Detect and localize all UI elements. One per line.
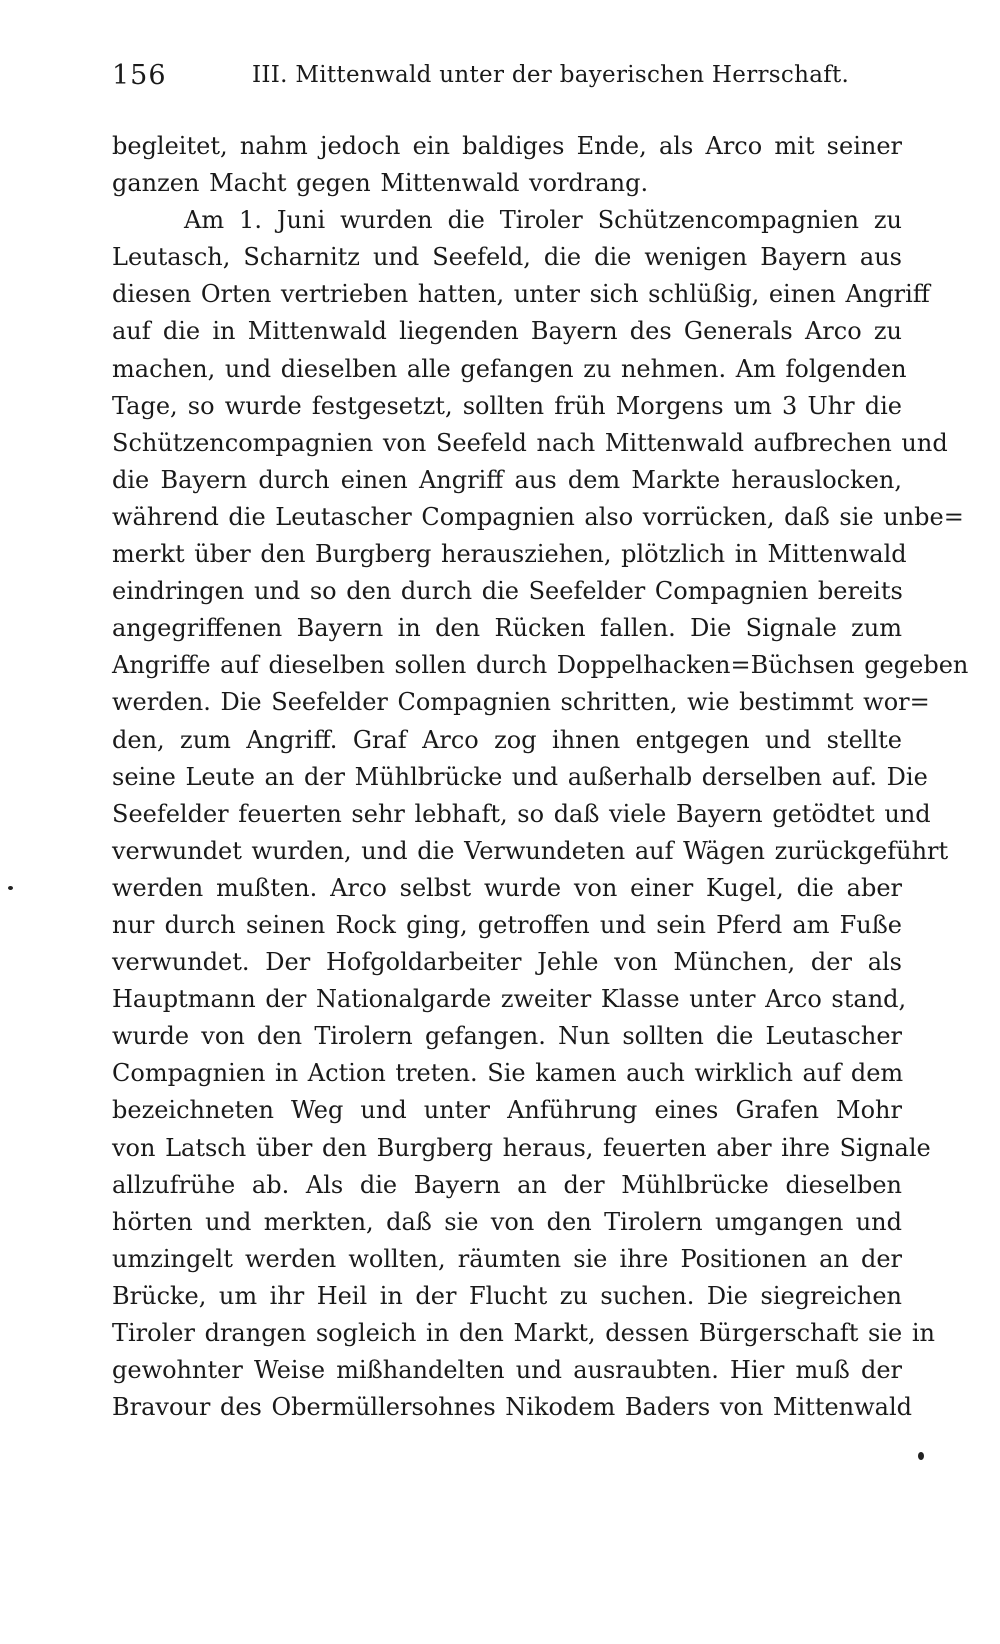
text-line: werden. Die Seefelder Compagnien schritten, wie bestimmt wor= — [112, 688, 930, 717]
text-line: wurde von den Tirolern gefangen. Nun sollten die Leutascher — [112, 1022, 902, 1051]
text-line: auf die in Mittenwald liegenden Bayern des Generals Arco zu — [112, 317, 902, 346]
text-line: bezeichneten Weg und unter Anführung eines Grafen Mohr — [112, 1096, 902, 1125]
text-line: werden mußten. Arco selbst wurde von einer Kugel, die aber — [112, 873, 902, 902]
text-line: während die Leutascher Compagnien also vorrücken, daß sie unbe= — [112, 502, 964, 531]
text-line: umzingelt werden wollten, räumten sie ihre Positionen an der — [112, 1244, 902, 1273]
text-line: angegriffenen Bayern in den Rücken fallen. Die Signale zum — [112, 614, 902, 643]
text-line: Brücke, um ihr Heil in der Flucht zu suchen. Die siegreichen — [112, 1281, 902, 1310]
text-line: nur durch seinen Rock ging, getroffen und sein Pferd am Fuße — [112, 910, 902, 939]
text-line: Hauptmann der Nationalgarde zweiter Klasse unter Arco stand, — [112, 985, 907, 1014]
text-line: Am 1. Juni wurden die Tiroler Schützencompagnien zu — [184, 206, 902, 235]
text-line: von Latsch über den Burgberg heraus, feuerten aber ihre Signale — [112, 1133, 931, 1162]
text-line: verwundet wurden, und die Verwundeten auf Wägen zurückgeführt — [112, 836, 949, 865]
text-line: Bravour des Obermüllersohnes Nikodem Baders von Mittenwald — [112, 1393, 913, 1422]
page-number: 156 — [112, 60, 167, 91]
ink-speck — [8, 886, 13, 890]
text-line: eindringen und so den durch die Seefelder Compagnien bereits — [112, 577, 903, 606]
text-line: den, zum Angriff. Graf Arco zog ihnen entgegen und stellte — [112, 725, 902, 754]
ink-speck — [918, 1452, 924, 1460]
text-line: Schützencompagnien von Seefeld nach Mittenwald aufbrechen und — [112, 428, 948, 457]
text-line: Angriffe auf dieselben sollen durch Doppelhacken=Büchsen gegeben — [112, 651, 969, 680]
body-text — [112, 128, 969, 1426]
text-line: Seefelder feuerten sehr lebhaft, so daß viele Bayern getödtet und — [112, 799, 931, 828]
page-header — [112, 60, 902, 96]
text-line: Tage, so wurde festgesetzt, sollten früh Morgens um 3 Uhr die — [112, 391, 902, 420]
text-line: diesen Orten vertrieben hatten, unter sich schlüßig, einen Angriff — [112, 280, 930, 309]
text-line: machen, und dieselben alle gefangen zu nehmen. Am folgenden — [112, 354, 907, 383]
text-line: begleitet, nahm jedoch ein baldiges Ende, als Arco mit seiner — [112, 132, 902, 160]
text-line: die Bayern durch einen Angriff aus dem Markte herauslocken, — [112, 465, 902, 494]
text-line: allzufrühe ab. Als die Bayern an der Mühlbrücke dieselben — [112, 1170, 902, 1199]
text-line: Tiroler drangen sogleich in den Markt, dessen Bürgerschaft sie in — [112, 1319, 935, 1347]
running-title: III. Mittenwald unter der bayerischen Herrschaft. — [252, 62, 850, 88]
text-line: verwundet. Der Hofgoldarbeiter Jehle von München, der als — [112, 948, 902, 977]
text-line: merkt über den Burgberg herausziehen, plötzlich in Mittenwald — [112, 540, 907, 569]
text-line: Leutasch, Scharnitz und Seefeld, die die wenigen Bayern aus — [112, 243, 902, 272]
text-line: gewohnter Weise mißhandelten und ausraubten. Hier muß der — [112, 1356, 902, 1385]
text-line: Compagnien in Action treten. Sie kamen auch wirklich auf dem — [112, 1059, 904, 1088]
text-line: hörten und merkten, daß sie von den Tirolern umgangen und — [112, 1207, 902, 1236]
text-line: seine Leute an der Mühlbrücke und außerhalb derselben auf. Die — [112, 762, 928, 791]
text-line: ganzen Macht gegen Mittenwald vordrang. — [112, 169, 649, 198]
